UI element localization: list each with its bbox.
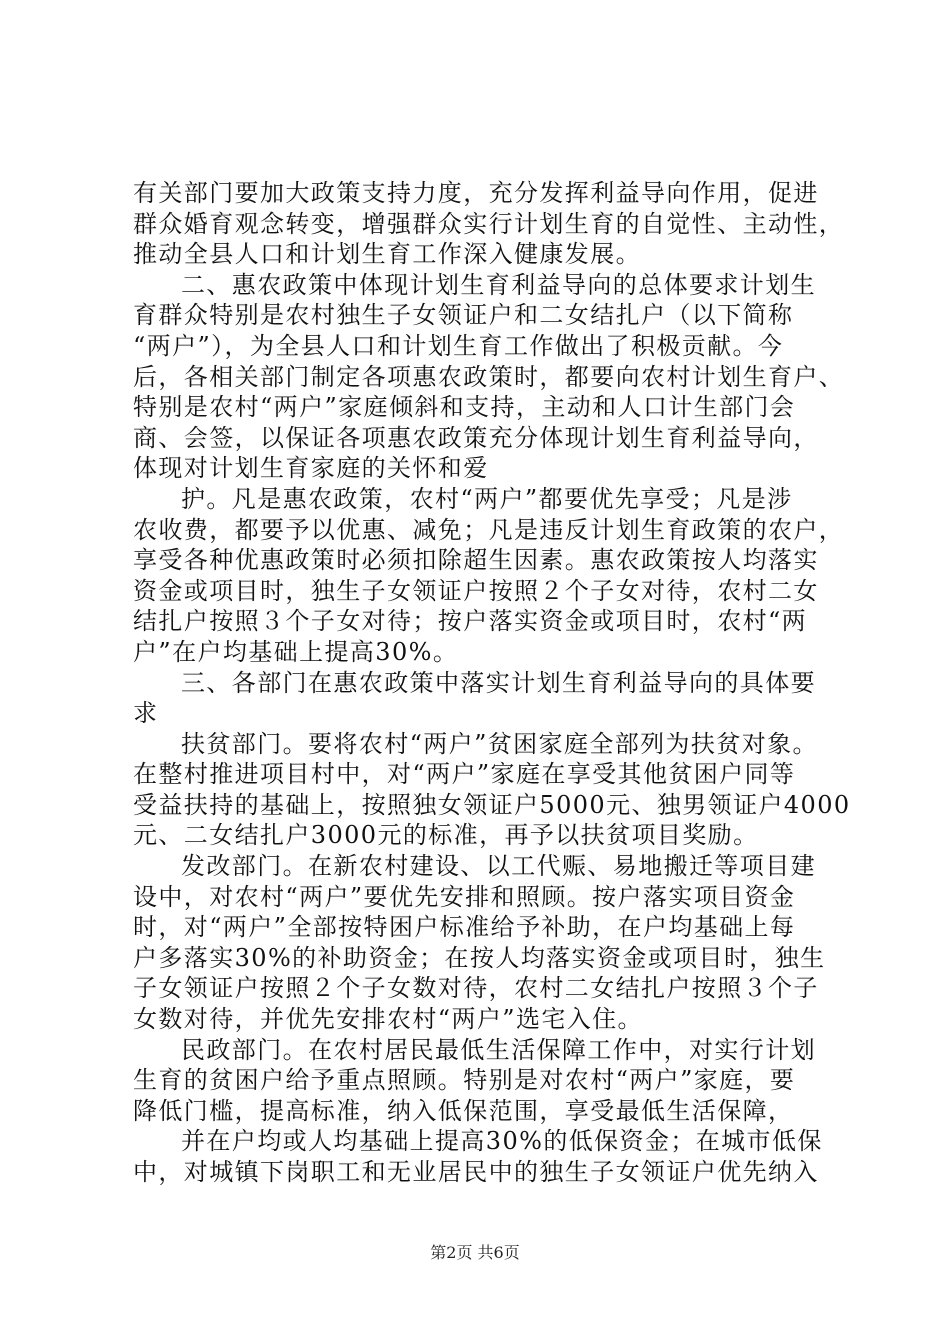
text-line: 女数对待，并优先安排农村“两户”选宅入住。 — [133, 1005, 643, 1034]
text-line: 资金或项目时，独生子女领证户按照２个子女对待，农村二女 — [133, 576, 819, 605]
text-line: 子女领证户按照２个子女数对待，农村二女结扎户按照３个子 — [133, 974, 819, 1003]
text-line: 时，对“两户”全部按特困户标准给予补助，在户均基础上每 — [133, 913, 796, 942]
text-line: 中，对城镇下岗职工和无业居民中的独生子女领证户优先纳入 — [133, 1158, 819, 1186]
text-line: 商、会签，以保证各项惠农政策充分体现计划生育利益导向， — [133, 423, 819, 452]
text-line: 求 — [133, 699, 159, 728]
text-line: 护。凡是惠农政策，农村“两户”都要优先享受；凡是涉 — [181, 484, 793, 513]
text-line: 群众婚育观念转变，增强群众实行计划生育的自觉性、主动性， — [133, 209, 845, 238]
text-line: 受益扶持的基础上，按照独女领证户5000元、独男领证户4000 — [133, 790, 851, 819]
text-line: 设中，对农村“两户”要优先安排和照顾。按户落实项目资金 — [133, 882, 796, 911]
section-heading-line: 二、惠农政策中体现计划生育利益导向的总体要求计划生 — [181, 270, 816, 299]
text-line: 体现对计划生育家庭的关怀和爱 — [133, 454, 489, 483]
text-line: 户”在户均基础上提高30%。 — [133, 637, 459, 666]
text-line: 农收费，都要予以优惠、减免；凡是违反计划生育政策的农户， — [133, 515, 845, 544]
text-line: “两户”），为全县人口和计划生育工作做出了积极贡献。今 — [133, 331, 784, 360]
text-line: 育群众特别是农村独生子女领证户和二女结扎户（以下简称 — [133, 301, 794, 330]
text-line: 并在户均或人均基础上提高30%的低保资金；在城市低保 — [181, 1127, 823, 1156]
text-line: 元、二女结扎户3000元的标准，再予以扶贫项目奖励。 — [133, 821, 759, 850]
document-body — [133, 178, 851, 1188]
text-line: 享受各种优惠政策时必须扣除超生因素。惠农政策按人均落实 — [133, 546, 819, 575]
text-line: 后，各相关部门制定各项惠农政策时，都要向农村计划生育户、 — [133, 362, 845, 391]
text-line: 结扎户按照３个子女对待；按户落实资金或项目时，农村“两 — [133, 607, 808, 636]
text-line: 降低门槛，提高标准，纳入低保范围，享受最低生活保障， — [133, 1096, 794, 1125]
page-number-footer: 第2页 共6页 — [430, 1243, 520, 1262]
text-line: 户多落实30%的补助资金；在按人均落实资金或项目时，独生 — [133, 943, 826, 972]
section-heading-line: 三、各部门在惠农政策中落实计划生育利益导向的具体要 — [181, 668, 816, 697]
text-line: 在整村推进项目村中，对“两户”家庭在享受其他贫困户同等 — [133, 760, 796, 789]
text-line: 发改部门。在新农村建设、以工代赈、易地搬迁等项目建 — [181, 852, 816, 881]
text-line: 生育的贫困户给予重点照顾。特别是对农村“两户”家庭，要 — [133, 1066, 796, 1095]
text-line: 特别是农村“两户”家庭倾斜和支持，主动和人口计生部门会 — [133, 393, 796, 422]
text-line: 推动全县人口和计划生育工作深入健康发展。 — [133, 240, 641, 269]
text-line: 有关部门要加大政策支持力度，充分发挥利益导向作用，促进 — [133, 179, 819, 207]
text-line: 民政部门。在农村居民最低生活保障工作中，对实行计划 — [181, 1035, 816, 1064]
text-line: 扶贫部门。要将农村“两户”贫困家庭全部列为扶贫对象。 — [181, 729, 818, 758]
